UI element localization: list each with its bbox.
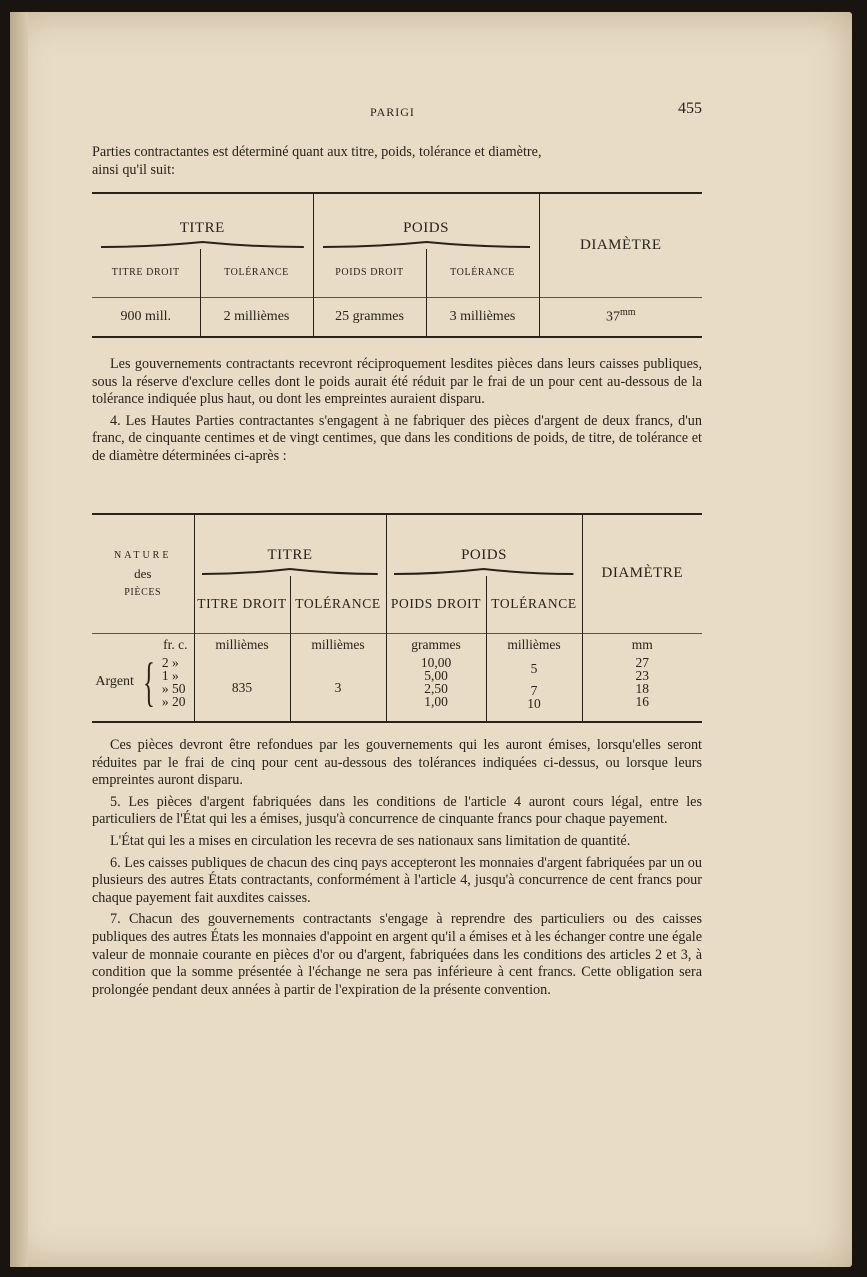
value-poids-droit: 25 grammes (313, 297, 426, 337)
denomination-20c: » 20 (161, 694, 186, 710)
poids-1fr: 5,00 (424, 667, 448, 683)
table-titre-poids (92, 192, 702, 338)
sub-titre-droit-2: TITRE DROIT (194, 576, 290, 634)
diametre-1fr: 23 (635, 667, 649, 683)
paragraph-article-5: 5. Les pièces d'argent fabriquées dans les conditions de l'article 4 auront cours légal, entre les particuliers de l'État qui les a émises, jusqu'à concurrence de cinquante francs pour chaque payement. (92, 793, 702, 828)
paragraph-reception: Les gouvernements contractants recevront réciproquement lesdites pièces dans leurs caisses publiques, sous la réserve d'exclure celles dont le poids aurait été réduit par le frai de un pour cent au-dessous de la tolérance indiquée plus haut, ou dont les empreintes auraient disparu. (92, 356, 702, 408)
cell-argent (92, 652, 194, 722)
diametre-number: 37 (605, 310, 620, 326)
value-diametre (539, 297, 702, 337)
poids-label: POIDS (403, 220, 449, 236)
left-brace: { (143, 652, 155, 713)
unit-nature: fr. c. (92, 633, 194, 655)
page-number: 455 (678, 100, 702, 117)
values-diametre (582, 656, 702, 722)
intro-text (92, 144, 702, 179)
value-titre-tolerance-2: 3 (290, 656, 386, 722)
tolerance-20c: 10 (527, 695, 541, 711)
tolerance-2fr-1fr: 5 (530, 660, 538, 676)
denomination-1fr: 1 » (161, 667, 179, 683)
header-poids (313, 193, 539, 249)
paragraph-refonte: Ces pièces devront être refondues par les gouvernements qui les auront émises, lorsqu'elles seront réduites par le frai de cinq pour cent au-dessous des tolérances indiquées ci-dessus, ou lorsque leurs empreintes auront disparu. (92, 737, 702, 789)
header-titre (92, 193, 313, 249)
values-poids-tolerance (486, 656, 582, 722)
unit-diametre: mm (582, 633, 702, 655)
unit-poids-droit: grammes (386, 633, 486, 655)
values-poids-droit (386, 656, 486, 722)
denomination-2fr: 2 » (161, 654, 179, 670)
sub-poids-tolerance-2: TOLÉRANCE (486, 576, 582, 634)
page-binding-edge (10, 12, 28, 1267)
intro-line-1: Parties contractantes est déterminé quant aux titre, poids, tolérance et diamètre, (92, 144, 542, 160)
brace-titre-2 (202, 568, 378, 576)
unit-poids-tolerance: millièmes (486, 633, 582, 655)
header-diametre (539, 193, 702, 297)
page-header (92, 100, 702, 124)
header-poids-2 (386, 514, 582, 576)
sub-titre-droit: TITRE DROIT (111, 267, 180, 279)
header-diametre-2 (582, 514, 702, 633)
sub-poids-droit: POIDS DROIT (313, 249, 426, 297)
sub-poids-droit-2: POIDS DROIT (386, 576, 486, 634)
titre-label-2: TITRE (267, 546, 313, 563)
running-title: PARIGI (370, 105, 415, 119)
diametre-label-2: DIAMÈTRE (601, 565, 683, 582)
pieces-label: PIÈCES (124, 586, 162, 598)
value-poids-tolerance: 3 millièmes (426, 297, 539, 337)
intro-line-2: ainsi qu'il suit: (92, 161, 175, 178)
brace-poids-2 (394, 568, 573, 576)
paragraph-article-6: 6. Les caisses publiques de chacun des cinq pays accepteront les monnaies d'argent fabriquées par un ou plusieurs des autres États contractants, conformément à l'article 4, jusqu'à concurrence de cent francs pour chaque payement fait auxdites caisses. (92, 854, 702, 906)
diametre-label: DIAMÈTRE (580, 236, 662, 253)
table-pieces-argent (92, 513, 702, 723)
sub-titre-tolerance: TOLÉRANCE (200, 249, 313, 297)
paragraph-article-7: 7. Chacun des gouvernements contractants s'engage à reprendre des particuliers ou des caisses publiques des autres États les monnaies d'appoint en argent qu'il a émises et à les échanger contre une égale valeur de monnaie courante en pièces d'or ou d'argent, fabriquées dans les conditions des articles 2 et 3, à condition que la somme présentée à l'échange ne sera pas inférieure à cent francs. Cette obligation sera prolongée pendant deux années à partir de l'expiration de la présente convention. (92, 911, 702, 998)
poids-label-2: POIDS (461, 546, 507, 563)
diametre-20c: 16 (635, 694, 649, 710)
unit-titre-tolerance: millièmes (290, 633, 386, 655)
value-titre-tolerance: 2 millièmes (200, 297, 313, 337)
tolerance-50c: 7 (530, 682, 538, 698)
articles-text-1 (92, 356, 702, 466)
header-titre-2 (194, 514, 386, 576)
poids-2fr: 10,00 (420, 654, 452, 670)
titre-label: TITRE (179, 220, 225, 236)
diametre-2fr: 27 (635, 654, 649, 670)
des-label: des (134, 565, 152, 581)
articles-text-2 (92, 737, 702, 999)
poids-50c: 2,50 (424, 681, 448, 697)
unit-titre-droit: millièmes (194, 633, 290, 655)
poids-20c: 1,00 (424, 694, 448, 710)
sub-poids-tolerance: TOLÉRANCE (426, 249, 539, 297)
value-titre-droit-2: 835 (194, 656, 290, 722)
nature-label: NATURE (114, 549, 172, 561)
brace-titre (101, 241, 304, 249)
diametre-50c: 18 (635, 681, 649, 697)
paragraph-article-4: 4. Les Hautes Parties contractantes s'engagent à ne fabriquer des pièces d'argent de deux francs, d'un franc, de cinquante centimes et de vingt centimes, que dans les conditions de poids, de titre, de tolérance et de diamètre déterminées ci-après : (92, 412, 702, 464)
header-nature (92, 514, 194, 633)
diametre-unit: mm (619, 307, 636, 319)
sub-titre-tolerance-2: TOLÉRANCE (290, 576, 386, 634)
paragraph-etat-circulation: L'État qui les a mises en circulation les recevra de ses nationaux sans limitation de quantité. (110, 832, 631, 849)
brace-poids (323, 241, 530, 249)
value-titre-droit: 900 mill. (92, 297, 200, 337)
denomination-50c: » 50 (161, 681, 186, 697)
metal-label: Argent (95, 674, 134, 690)
